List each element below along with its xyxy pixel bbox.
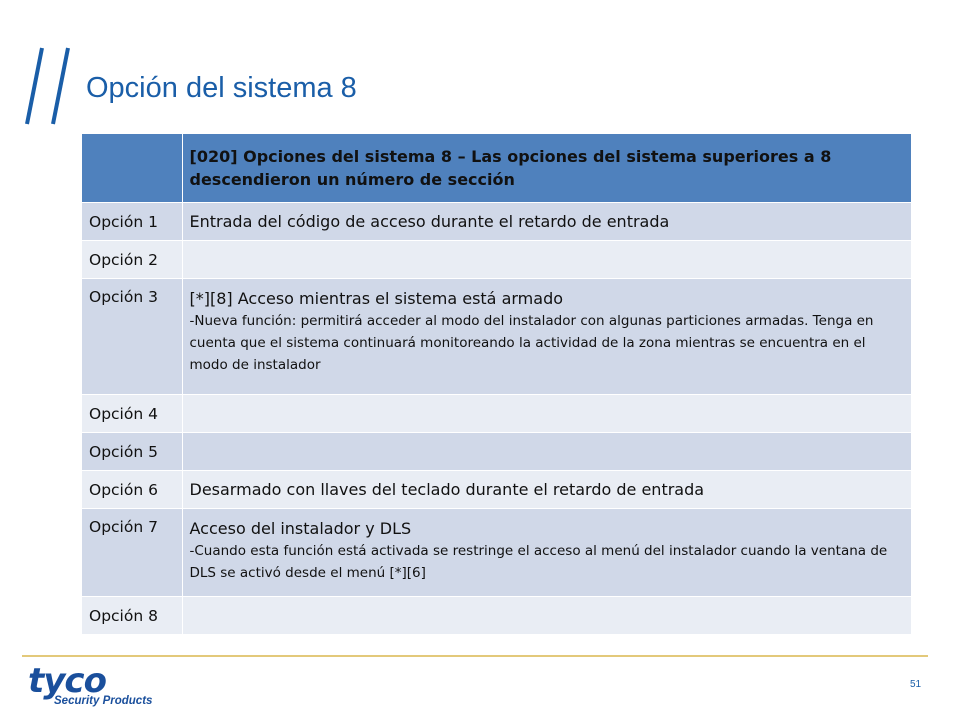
option-main-text: Acceso del instalador y DLS — [189, 519, 412, 538]
option-main-text: Entrada del código de acceso durante el retardo de entrada — [189, 211, 670, 231]
slide-title: Opción del sistema 8 — [86, 72, 357, 104]
table-row — [82, 203, 912, 241]
option-description — [182, 597, 912, 635]
option-description — [182, 471, 912, 509]
option-main-text: [*][8] Acceso mientras el sistema está armado — [189, 289, 564, 308]
option-label: Opción 3 — [82, 279, 182, 395]
option-description — [182, 241, 912, 279]
header-cell-empty — [82, 134, 182, 203]
option-main-text: Desarmado con llaves del teclado durante el retardo de entrada — [189, 479, 705, 499]
option-label: Opción 1 — [82, 203, 182, 241]
option-description — [182, 203, 912, 241]
page-number: 51 — [910, 679, 922, 690]
table-row — [82, 471, 912, 509]
table-row — [82, 433, 912, 471]
option-description — [182, 395, 912, 433]
option-description — [182, 509, 912, 597]
logo-wordmark: tyco — [28, 661, 106, 701]
option-label: Opción 4 — [82, 395, 182, 433]
option-label: Opción 5 — [82, 433, 182, 471]
option-description — [182, 279, 912, 395]
table-row — [82, 279, 912, 395]
table-row — [82, 597, 912, 635]
table-row — [82, 241, 912, 279]
logo-subtext: Security Products — [54, 695, 153, 707]
options-table — [82, 134, 912, 635]
double-slash-decoration-icon — [22, 44, 86, 126]
footer-divider — [22, 655, 928, 657]
option-description — [182, 433, 912, 471]
table-header-row — [82, 134, 912, 203]
table-row — [82, 509, 912, 597]
option-label: Opción 6 — [82, 471, 182, 509]
tyco-logo — [22, 661, 172, 708]
option-label: Opción 7 — [82, 509, 182, 597]
option-label: Opción 8 — [82, 597, 182, 635]
header-cell-title: [020] Opciones del sistema 8 – Las opciones del sistema superiores a 8 descendieron un número de sección — [182, 134, 912, 203]
option-label: Opción 2 — [82, 241, 182, 279]
table-row — [82, 395, 912, 433]
option-detail-text: -Cuando esta función está activada se restringe el acceso al menú del instalador cuando la ventana de DLS se activó desde el menú [*][6] — [189, 543, 888, 581]
option-detail-text: -Nueva función: permitirá acceder al modo del instalador con algunas particiones armadas. Tenga en cuenta que el sistema continuará monitoreando la actividad de la zona mientras se encuentra en el modo de instalador — [189, 313, 874, 373]
